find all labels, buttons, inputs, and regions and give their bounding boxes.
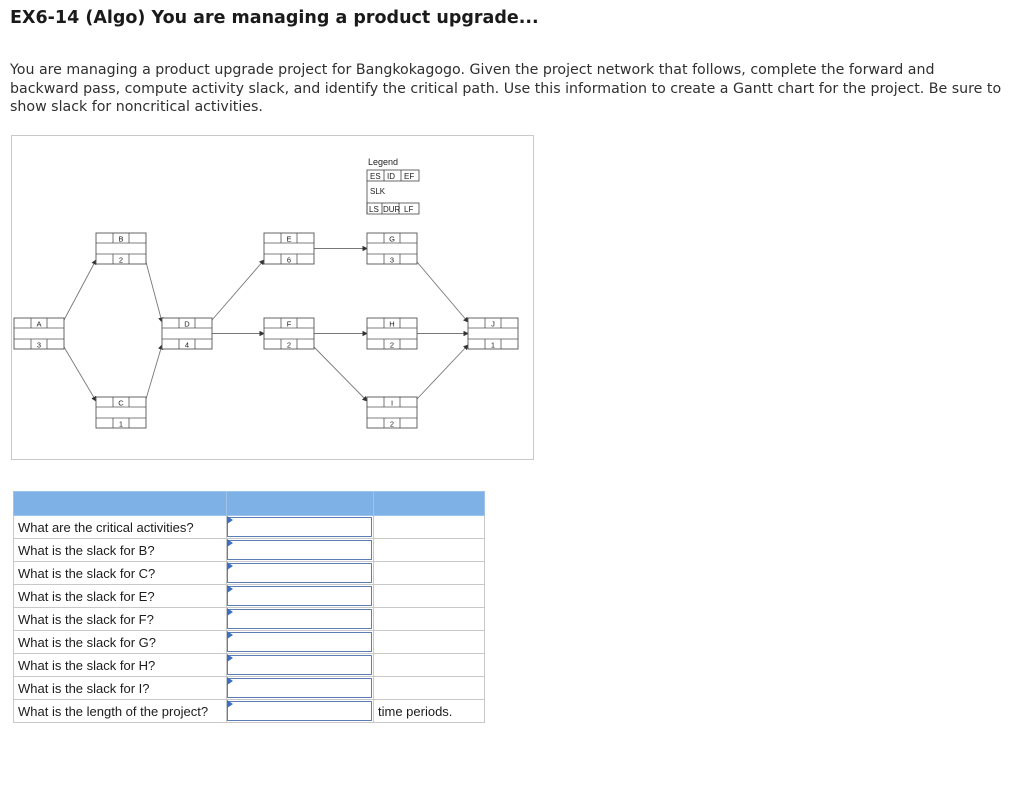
activity-id: F xyxy=(286,319,292,329)
table-row xyxy=(14,700,485,723)
activity-node-g xyxy=(367,233,417,265)
edge-f-i xyxy=(314,347,367,401)
problem-statement: You are managing a product upgrade project for Bangkokagogo. Given the project network that follows, complete the forward and backward pass, compute activity slack, and identify the critical path. Use this information to create a Gantt chart for the project. Be sure to show slack for noncritical activities. xyxy=(10,62,1002,115)
question-label: What is the slack for I? xyxy=(14,677,227,700)
answer-marker-icon xyxy=(227,654,233,662)
legend-slk: SLK xyxy=(370,187,386,196)
answer-input[interactable] xyxy=(227,586,372,606)
unit-label: time periods. xyxy=(374,700,485,723)
project-network-figure xyxy=(11,135,534,460)
answer-input[interactable] xyxy=(227,563,372,583)
unit-label xyxy=(374,608,485,631)
answer-cell xyxy=(227,700,374,723)
activity-id: J xyxy=(491,319,495,329)
answer-marker-icon xyxy=(227,631,233,639)
table-row xyxy=(14,631,485,654)
unit-label xyxy=(374,539,485,562)
activity-node-f xyxy=(264,318,314,350)
table-row xyxy=(14,585,485,608)
table-row xyxy=(14,516,485,539)
edge-a-b xyxy=(64,260,96,320)
edge-b-d xyxy=(146,262,162,322)
answer-input[interactable] xyxy=(227,632,372,652)
unit-label xyxy=(374,631,485,654)
answer-marker-icon xyxy=(227,677,233,685)
answer-input[interactable] xyxy=(227,517,372,537)
legend-dur: DUR xyxy=(383,205,401,214)
edge-d-e xyxy=(212,260,264,320)
activity-duration: 1 xyxy=(490,340,496,350)
answer-marker-icon xyxy=(227,608,233,616)
legend xyxy=(367,157,419,214)
table-row xyxy=(14,539,485,562)
unit-label xyxy=(374,654,485,677)
table-header-row xyxy=(14,492,485,516)
unit-label xyxy=(374,677,485,700)
activity-duration: 3 xyxy=(389,255,395,265)
question-label: What is the slack for B? xyxy=(14,539,227,562)
activity-id: B xyxy=(118,234,124,244)
edge-g-j xyxy=(417,262,468,322)
unit-label xyxy=(374,585,485,608)
answer-table xyxy=(13,491,485,723)
question-label: What are the critical activities? xyxy=(14,516,227,539)
activity-duration: 3 xyxy=(36,340,42,350)
answer-marker-icon xyxy=(227,585,233,593)
answer-marker-icon xyxy=(227,539,233,547)
answer-cell xyxy=(227,585,374,608)
answer-marker-icon xyxy=(227,700,233,708)
unit-label xyxy=(374,562,485,585)
question-label: What is the slack for E? xyxy=(14,585,227,608)
activity-id: C xyxy=(118,398,124,408)
answer-cell xyxy=(227,631,374,654)
activity-duration: 2 xyxy=(389,419,395,429)
question-label: What is the length of the project? xyxy=(14,700,227,723)
activity-duration: 2 xyxy=(286,340,292,350)
answer-cell xyxy=(227,654,374,677)
activity-duration: 6 xyxy=(286,255,292,265)
edge-i-j xyxy=(417,345,468,399)
page-title: EX6-14 (Algo) You are managing a product upgrade... xyxy=(10,8,539,28)
question-label: What is the slack for C? xyxy=(14,562,227,585)
activity-node-j xyxy=(468,318,518,350)
question-label: What is the slack for H? xyxy=(14,654,227,677)
answer-cell xyxy=(227,539,374,562)
activity-node-c xyxy=(96,397,146,429)
answer-cell xyxy=(227,516,374,539)
answer-marker-icon xyxy=(227,516,233,524)
activity-id: I xyxy=(390,398,394,408)
legend-es: ES xyxy=(370,172,381,181)
question-label: What is the slack for F? xyxy=(14,608,227,631)
activity-id: A xyxy=(36,319,42,329)
legend-title: Legend xyxy=(368,157,399,167)
activity-id: H xyxy=(389,319,395,329)
edge-a-c xyxy=(64,347,96,401)
activity-id: D xyxy=(184,319,190,329)
edge-c-d xyxy=(146,345,162,399)
table-row xyxy=(14,677,485,700)
activity-id: E xyxy=(286,234,292,244)
answer-marker-icon xyxy=(227,562,233,570)
activity-duration: 2 xyxy=(118,255,124,265)
unit-label xyxy=(374,516,485,539)
answer-input[interactable] xyxy=(227,701,372,721)
legend-lf: LF xyxy=(404,205,414,214)
answer-input[interactable] xyxy=(227,540,372,560)
answer-input[interactable] xyxy=(227,655,372,675)
answer-cell xyxy=(227,608,374,631)
table-row xyxy=(14,654,485,677)
activity-node-d xyxy=(162,318,212,350)
legend-id: ID xyxy=(387,172,395,181)
table-row xyxy=(14,562,485,585)
activity-id: G xyxy=(389,234,395,244)
table-row xyxy=(14,608,485,631)
legend-ef: EF xyxy=(404,172,415,181)
question-label: What is the slack for G? xyxy=(14,631,227,654)
answer-cell xyxy=(227,562,374,585)
activity-duration: 1 xyxy=(118,419,124,429)
answer-input[interactable] xyxy=(227,678,372,698)
legend-ls: LS xyxy=(369,205,379,214)
activity-node-a xyxy=(14,318,64,350)
activity-node-b xyxy=(96,233,146,265)
activity-duration: 2 xyxy=(389,340,395,350)
answer-input[interactable] xyxy=(227,609,372,629)
project-network-diagram xyxy=(12,136,535,461)
activity-duration: 4 xyxy=(184,340,190,350)
activity-node-i xyxy=(367,397,417,429)
answer-cell xyxy=(227,677,374,700)
activity-node-h xyxy=(367,318,417,350)
activity-node-e xyxy=(264,233,314,265)
